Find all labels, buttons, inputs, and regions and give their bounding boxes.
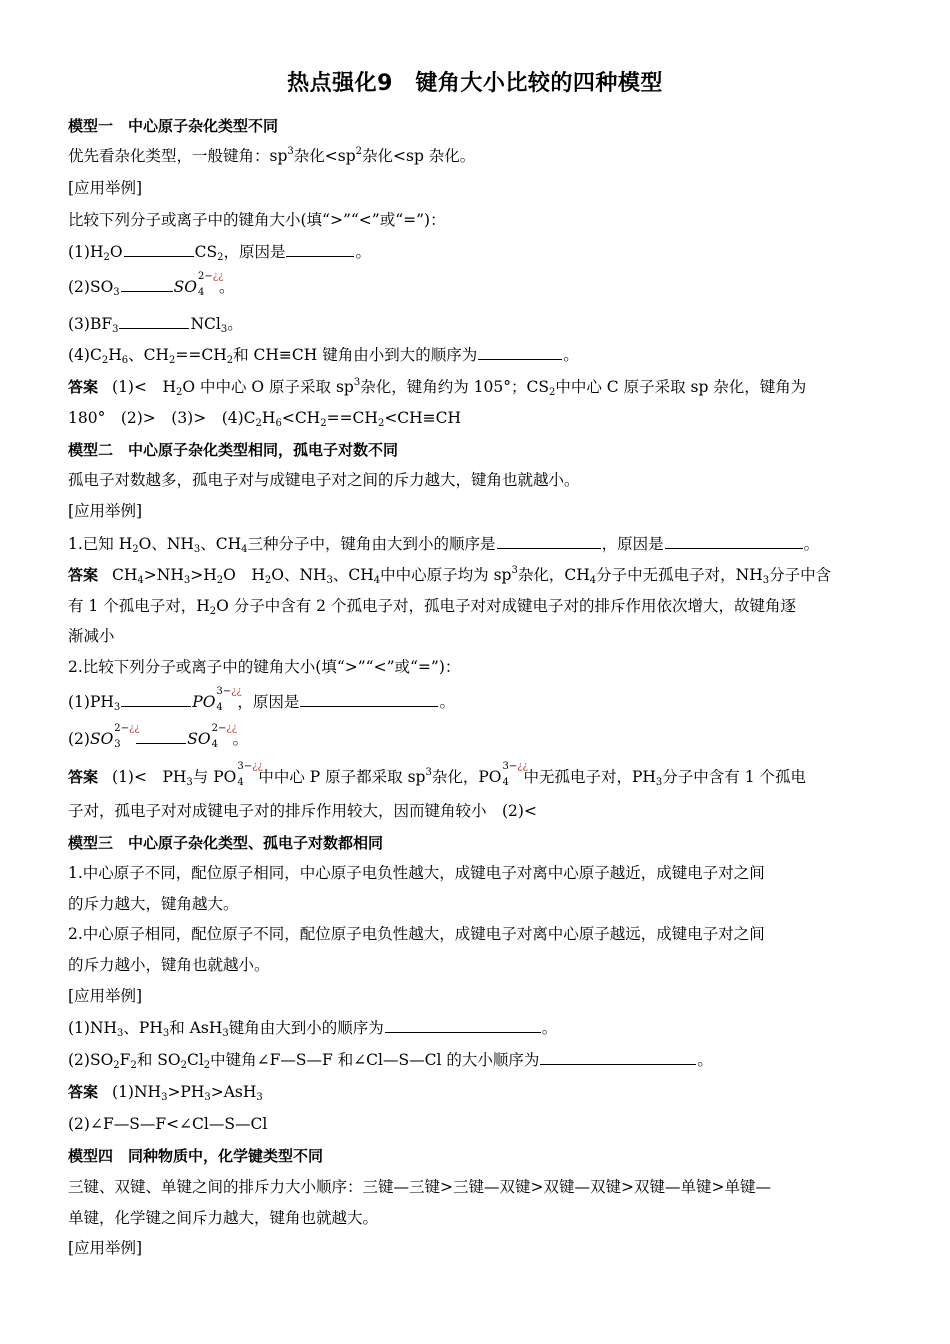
phosphate-ion-formula: PO 3−¿¿ 4: [192, 686, 242, 713]
model3-example-tag: [应用举例]: [68, 987, 143, 1005]
phosphate-ion-formula: 3−¿¿ 4: [237, 761, 263, 788]
model2-answer2-line2: 子对，孤电子对对成键电子对的排斥作用较大，因而键角较小 (2)<: [68, 802, 537, 820]
model2-question-1: 1.已知 $H_2O$、$NH_3$、$CH_4$三种分子中，键角由大到小的顺序是 ，原因是 。: [68, 535, 820, 555]
model2-question-2-1: $(1)PH_3$ PO 3−¿¿ 4 ，原因是 。: [68, 686, 455, 713]
answer-blank[interactable]: [136, 729, 186, 744]
model3-answer-line2: (2)∠F—S—F<∠Cl—S—Cl: [68, 1115, 268, 1133]
model1-example-tag: [应用举例]: [68, 179, 143, 197]
model1-question-2: $(2)SO_3$ SO 2−¿¿ 4 。: [68, 271, 235, 298]
model2-rule: 孤电子对数越多，孤电子对与成键电子对之间的斥力越大，键角也就越小。: [68, 471, 580, 489]
model3-question-1: $(1)NH_3$、$PH_3$和 AsH$_3$键角由大到小的顺序为 。: [68, 1019, 558, 1039]
model2-answer1-line2: 有 1 个孤电子对，$H_2O$ 分子中含有 2 个孤电子对，孤电子对对成键电子对的排斥作用依次增大，故键角逐: [68, 597, 796, 617]
answer-blank[interactable]: [540, 1050, 696, 1065]
answer-blank[interactable]: [119, 314, 189, 329]
model1-prompt: 比较下列分子或离子中的键角大小(填“>”“<”或“=”)：: [68, 211, 446, 229]
model4-rule-line1: 三键、双键、单键之间的排斥力大小顺序：三键—三键>三键—双键>双键—双键>双键—单键>单键—: [68, 1178, 771, 1196]
answer-blank[interactable]: [497, 534, 601, 549]
answer-blank[interactable]: [124, 242, 194, 257]
model3-question-2: $(2)SO_2F_2$和 $SO_2Cl_2$中键角∠F—S—F 和∠Cl—S—Cl 的大小顺序为 。: [68, 1051, 713, 1071]
answer-blank[interactable]: [478, 345, 562, 360]
answer-blank[interactable]: [121, 692, 191, 707]
model2-answer1-line1: 答案 $CH_4>NH_3>H_2O$ $H_2O$、$NH_3$、$CH_4$中中心原子均为 $sp^3$杂化，$CH_4$分子中无孤电子对，$NH_3$分子中含: [68, 565, 832, 586]
model2-heading: 模型二 中心原子杂化类型相同，孤电子对数不同: [68, 441, 399, 459]
model2-answer1-line3: 渐减小: [68, 627, 115, 645]
model4-heading: 模型四 同种物质中，化学键类型不同: [68, 1147, 324, 1165]
answer-blank[interactable]: [121, 277, 173, 292]
model3-rule1-line2: 的斥力越大，键角越大。: [68, 895, 239, 913]
answer-blank[interactable]: [385, 1018, 541, 1033]
model1-question-4: $(4)C_2H_6$、$CH_2==CH_2$和 CH≡CH 键角由小到大的顺序为 。: [68, 346, 579, 366]
model4-rule-line2: 单键，化学键之间斥力越大，键角也就越大。: [68, 1209, 379, 1227]
model1-answer-line1: 答案 (1)< $H_2O$ 中中心 O 原子采取 $sp^3$杂化，键角约为 105°；$CS_2$中中心 C 原子采取 sp 杂化，键角为: [68, 377, 807, 398]
model3-rule2-line1: 2.中心原子相同，配位原子不同，配位原子电负性越大，成键电子对离中心原子越远，成键电子对之间: [68, 925, 765, 943]
model1-rule: 优先看杂化类型，一般键角：$sp^3$杂化$<sp^2$杂化<sp 杂化。: [68, 146, 476, 165]
sulfite-ion-formula: SO 2−¿¿ 3: [89, 723, 140, 750]
model2-example-tag: [应用举例]: [68, 502, 143, 520]
model3-rule2-line2: 的斥力越小，键角也就越小。: [68, 956, 270, 974]
page-title: 热点强化9 键角大小比较的四种模型: [287, 71, 663, 96]
answer-blank[interactable]: [286, 242, 354, 257]
model1-heading: 模型一 中心原子杂化类型不同: [68, 117, 279, 135]
model3-answer-line1: 答案 $(1)NH_3>PH_3>AsH_3$: [68, 1083, 263, 1103]
model3-rule1-line1: 1.中心原子不同，配位原子相同，中心原子电负性越大，成键电子对离中心原子越近，成键电子对之间: [68, 864, 765, 882]
sulfate-ion-formula: SO 2−¿¿ 4: [187, 723, 238, 750]
model2-answer2-line1: 答案 (1)< $PH_3$与 PO 3−¿¿ 4 中中心 P 原子都采取 $sp^3$杂化，PO 3−¿¿ 4 中无孤电子对，$PH_3$分子中含有 1 个孤电: [68, 761, 807, 788]
sulfate-ion-formula: SO 2−¿¿ 4: [173, 271, 224, 298]
model2-question-2-2: (2)SO 2−¿¿ 3 SO 2−¿¿ 4 。: [68, 723, 249, 750]
model2-question-2: 2.比较下列分子或离子中的键角大小(填“>”“<”或“=”)：: [68, 658, 461, 676]
model1-question-1: $(1)H_2O$ $CS_2$，原因是 。: [68, 243, 371, 263]
answer-blank[interactable]: [300, 692, 438, 707]
answer-blank[interactable]: [665, 534, 803, 549]
model1-question-3: $(3)BF_3$ NCl$_3$。: [68, 315, 243, 335]
model1-answer-line2: 180° (2)> (3)> $(4)C_2H_6<CH_2==CH_2<CH\equiv CH$: [68, 409, 462, 429]
model3-heading: 模型三 中心原子杂化类型、孤电子对数都相同: [68, 834, 384, 852]
model4-example-tag: [应用举例]: [68, 1239, 143, 1257]
phosphate-ion-formula: 3−¿¿ 4: [502, 761, 528, 788]
